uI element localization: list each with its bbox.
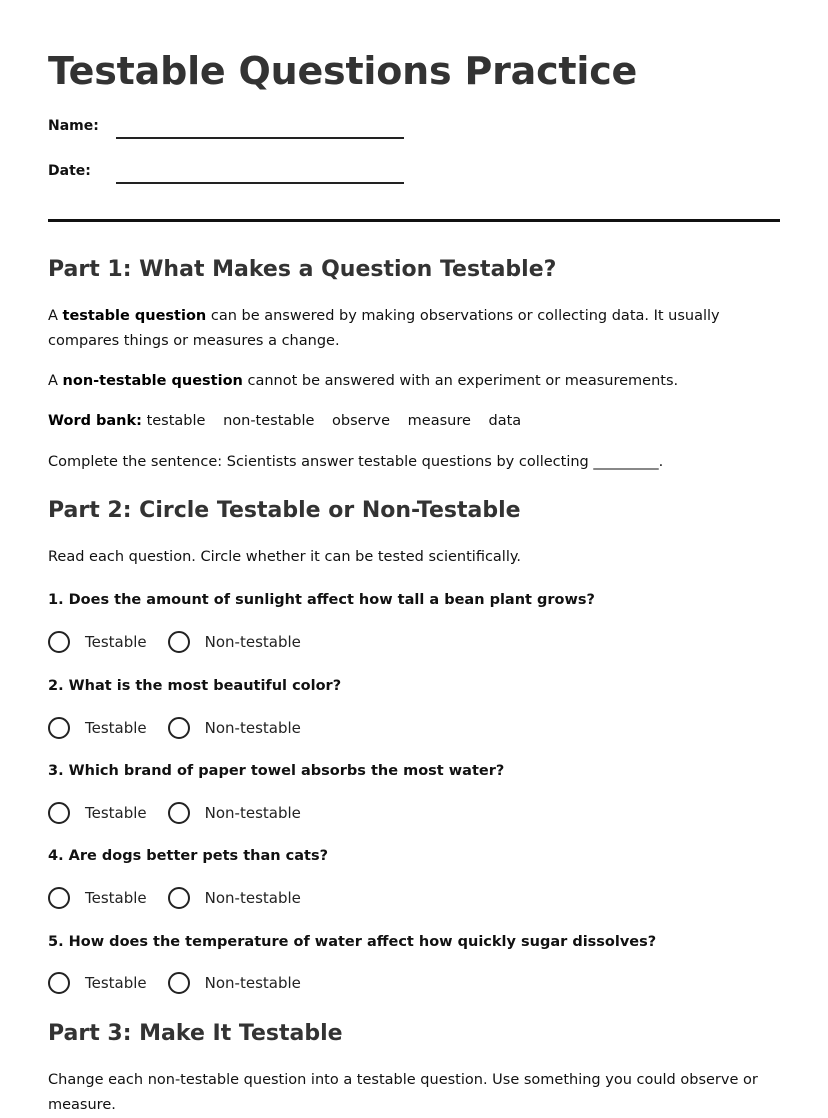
part1-heading: Part 1: What Makes a Question Testable? [48,257,557,282]
question-4: 4. Are dogs better pets than cats? [48,848,328,864]
non-testable-term: non-testable question [62,373,243,389]
word-bank-term: non-testable [223,413,315,429]
part3-heading: Part 3: Make It Testable [48,1021,343,1046]
question-2: 2. What is the most beautiful color? [48,678,342,694]
header-divider [48,219,780,222]
non-testable-circle-1[interactable] [168,631,190,653]
testable-term: testable question [62,308,207,324]
testable-option-label: Testable [85,719,147,737]
name-field[interactable] [116,137,404,139]
answer-options-2 [48,716,301,740]
non-testable-option-label: Non-testable [204,633,301,651]
testable-option-label: Testable [85,633,147,651]
testable-option-label: Testable [85,974,147,992]
answer-options-5 [48,971,301,995]
word-bank-term: observe [332,413,391,429]
word-bank-term: testable [146,413,206,429]
testable-circle-4[interactable] [48,887,70,909]
answer-options-1 [48,630,301,654]
word-bank [48,409,783,434]
part3-instructions: Change each non-testable question into a testable question. Use something you could observe or measure. [48,1072,758,1113]
non-testable-circle-2[interactable] [168,717,190,739]
worksheet-title: Testable Questions Practice [48,49,638,93]
complete-sentence: Complete the sentence: Scientists answer testable questions by collecting _________. [48,454,664,470]
testable-option-label: Testable [85,804,147,822]
answer-options-4 [48,886,301,910]
definition-text: cannot be answered with an experiment or measurements. [242,373,679,389]
word-bank-term: measure [407,413,471,429]
non-testable-option-label: Non-testable [204,889,301,907]
non-testable-option-label: Non-testable [204,974,301,992]
non-testable-circle-4[interactable] [168,887,190,909]
testable-circle-2[interactable] [48,717,70,739]
question-1: 1. Does the amount of sunlight affect how tall a bean plant grows? [48,592,595,608]
definition-prefix: A [48,373,63,389]
non-testable-option-label: Non-testable [204,719,301,737]
non-testable-circle-5[interactable] [168,972,190,994]
testable-circle-5[interactable] [48,972,70,994]
non-testable-circle-3[interactable] [168,802,190,824]
testable-definition [48,304,783,354]
date-label: Date: [48,163,91,179]
testable-option-label: Testable [85,889,147,907]
non-testable-definition [48,369,783,394]
question-5: 5. How does the temperature of water affect how quickly sugar dissolves? [48,934,657,950]
testable-circle-3[interactable] [48,802,70,824]
word-bank-term: data [488,413,522,429]
word-bank-label: Word bank: [48,413,142,429]
part2-heading: Part 2: Circle Testable or Non-Testable [48,498,521,523]
question-3: 3. Which brand of paper towel absorbs the most water? [48,763,505,779]
definition-text: can be answered by making observations or collecting data. It usually compares things or measures a change. [48,308,720,349]
date-field[interactable] [116,182,404,184]
answer-options-3 [48,801,301,825]
non-testable-option-label: Non-testable [204,804,301,822]
testable-circle-1[interactable] [48,631,70,653]
part2-instructions: Read each question. Circle whether it can be tested scientifically. [48,549,521,565]
name-label: Name: [48,118,99,134]
definition-prefix: A [48,308,63,324]
